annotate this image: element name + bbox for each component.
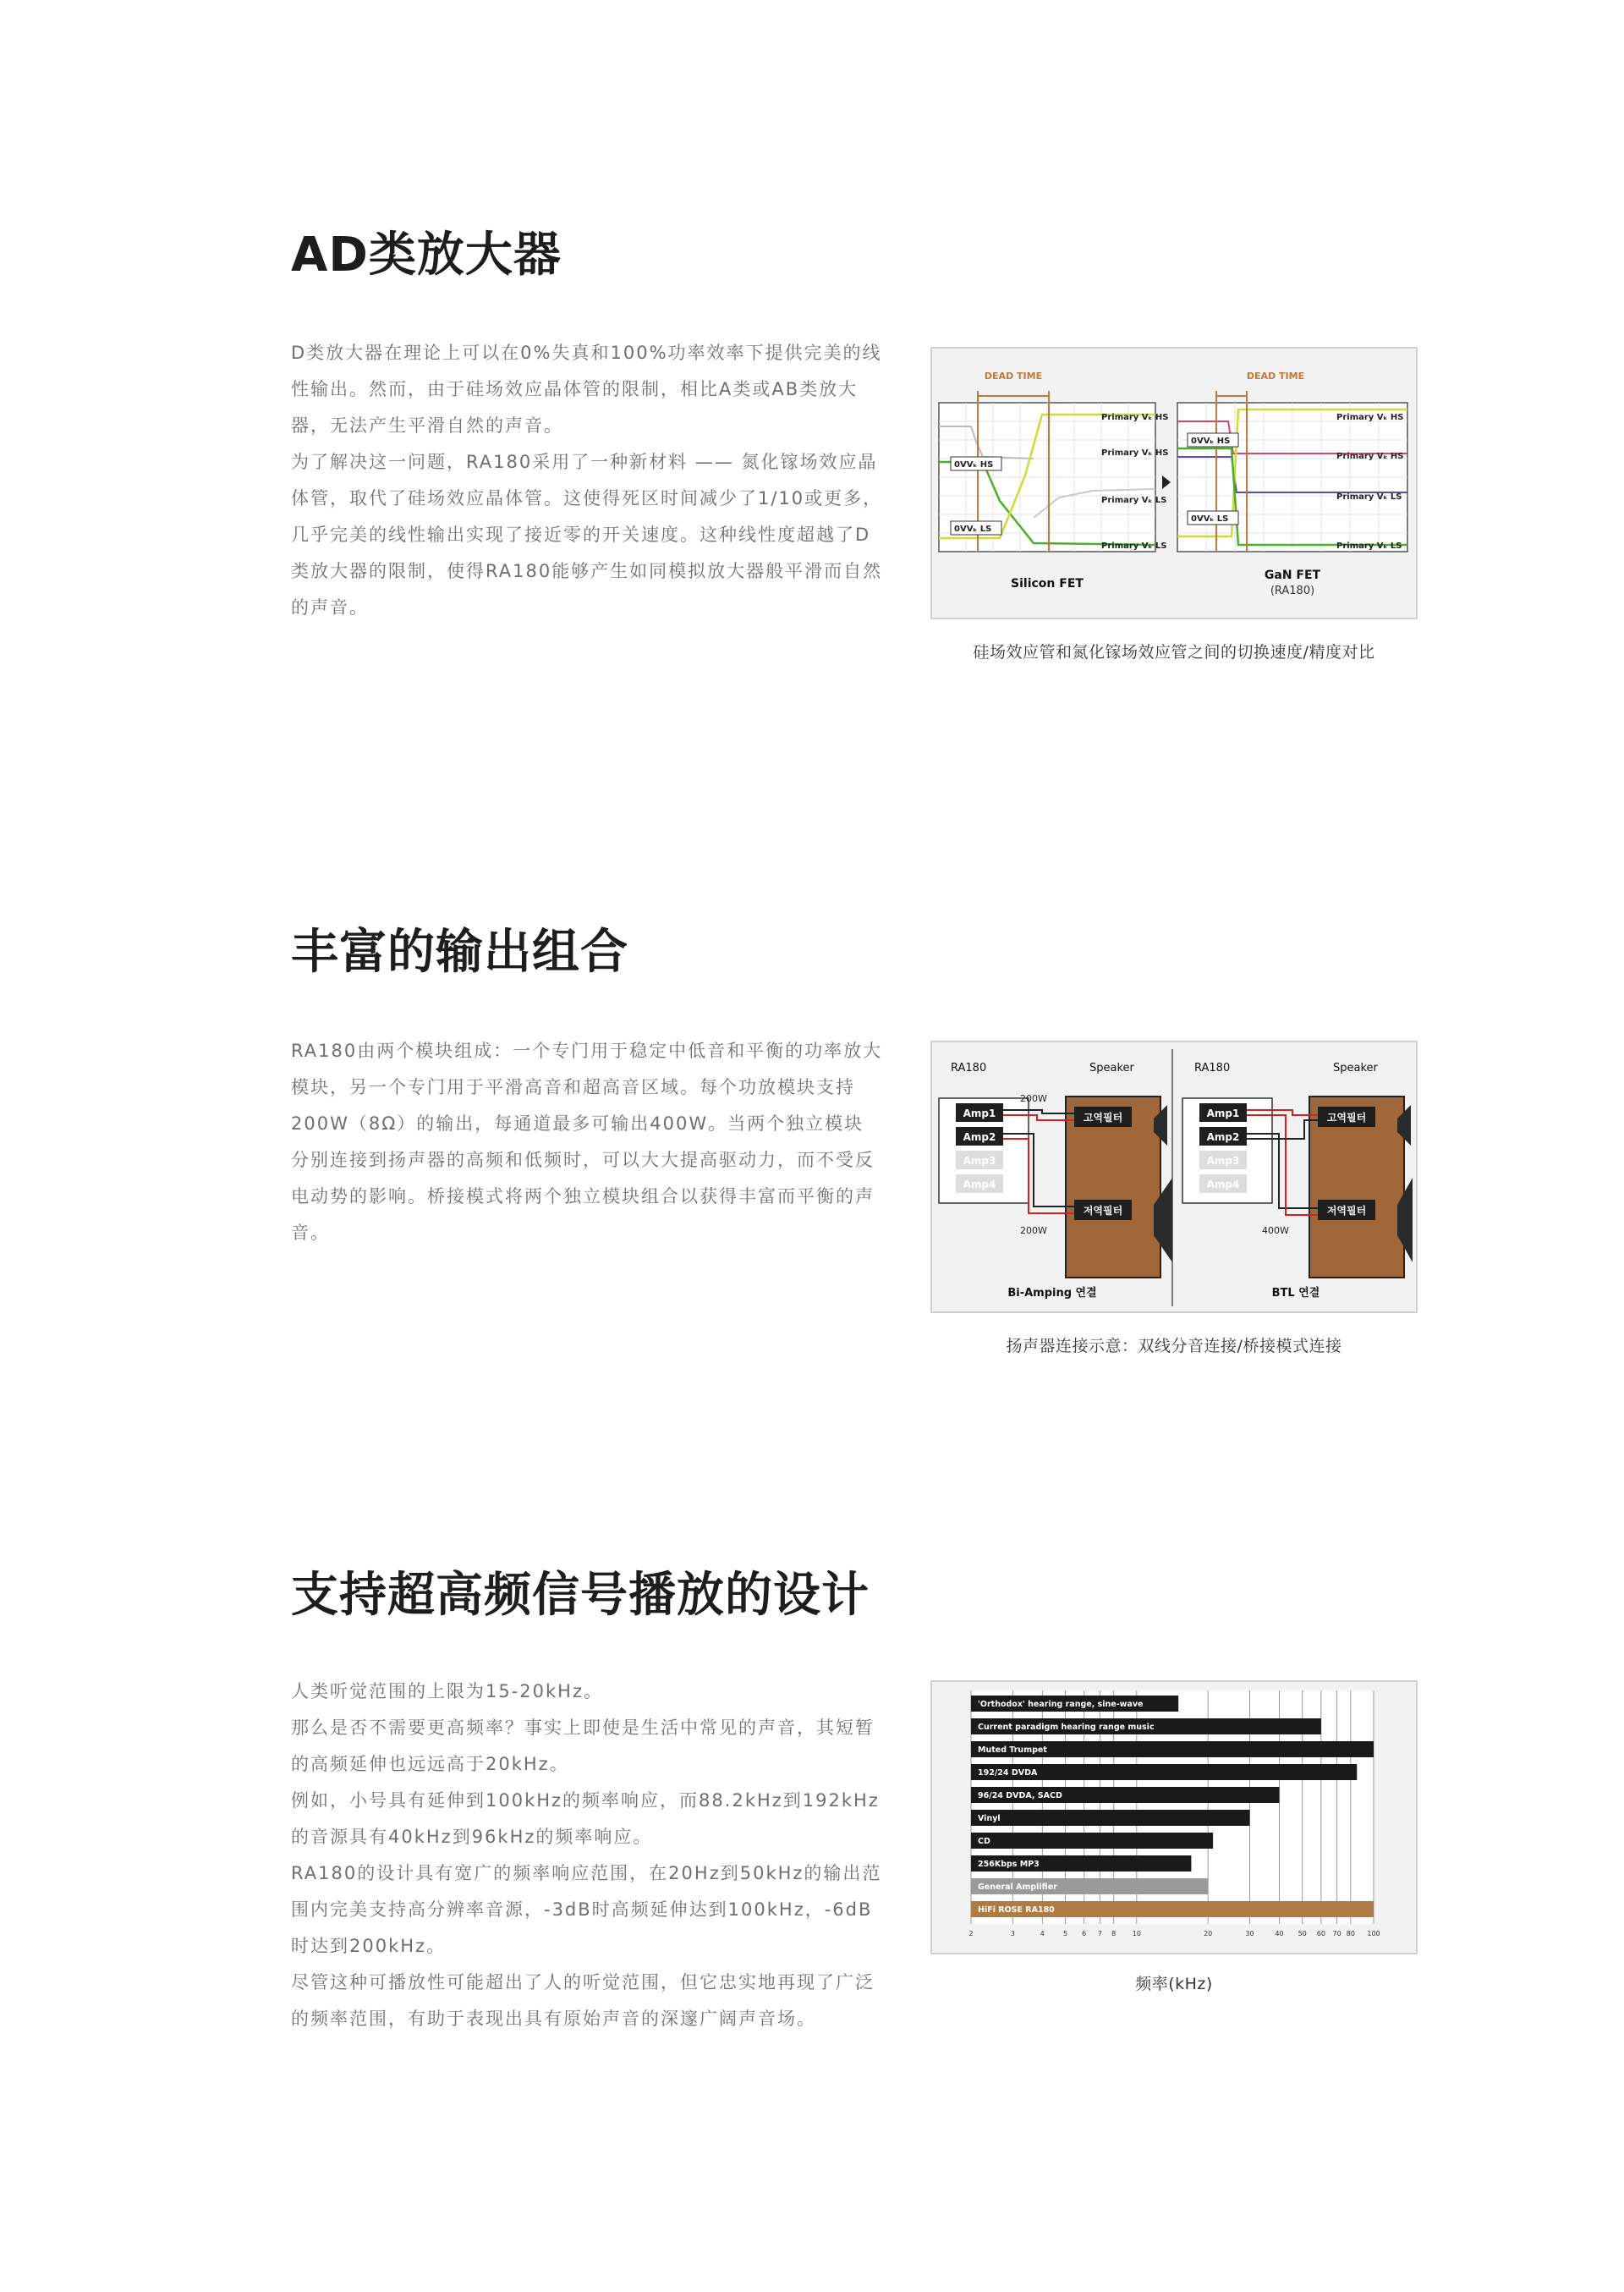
dead-time-label-left: DEAD TIME xyxy=(984,371,1043,382)
trace-label: Primary Vₖ LS xyxy=(1336,492,1402,502)
speaker-label: Speaker xyxy=(1333,1062,1378,1075)
paragraph: D类放大器在理论上可以在0%失真和100%功率效率下提供完美的线性输出。然而，由于硅场效应晶体管的限制，相比A类或AB类放大器，无法产生平滑自然的声音。 xyxy=(291,343,882,436)
bar-label: CD xyxy=(978,1837,990,1846)
trace-label: Primary Vₖ LS xyxy=(1336,541,1402,551)
x-tick-label: 10 xyxy=(1132,1930,1141,1937)
bar-label: Current paradigm hearing range music xyxy=(978,1723,1155,1732)
x-tick-label: 20 xyxy=(1204,1930,1213,1937)
x-tick-label: 4 xyxy=(1040,1930,1045,1937)
trace-label: Primary Vₖ HS xyxy=(1336,413,1404,422)
amp-label: Amp4 xyxy=(963,1179,996,1190)
fet-switching-figure xyxy=(930,347,1418,619)
x-tick-label: 3 xyxy=(1010,1930,1015,1937)
filter-low-label: 저역필터 xyxy=(1083,1205,1123,1217)
x-tick-label: 60 xyxy=(1316,1930,1325,1937)
bar-label: 'Orthodox' hearing range, sine-wave xyxy=(978,1700,1144,1709)
section-title-hires: 支持超高频信号播放的设计 xyxy=(291,1568,870,1623)
ref-label: 0VVₖ LS xyxy=(954,525,992,534)
section-body-hires xyxy=(291,1674,883,2037)
bar-label: General Amplifier xyxy=(978,1883,1057,1892)
bar-label: 96/24 DVDA, SACD xyxy=(978,1791,1062,1800)
x-tick-label: 30 xyxy=(1245,1930,1254,1937)
figure-caption-frequency: 频率(kHz) xyxy=(1135,1975,1213,1993)
ref-label: 0VVₖ HS xyxy=(1191,437,1231,446)
paragraph: 人类听觉范围的上限为15-20kHz。 xyxy=(291,1681,603,1701)
watt-label: 200W xyxy=(1020,1093,1047,1104)
gan-fet-scope xyxy=(1177,403,1407,552)
gan-fet-label: GaN FET xyxy=(1264,569,1321,582)
dead-time-label-right: DEAD TIME xyxy=(1246,371,1305,382)
ref-label: 0VVₖ HS xyxy=(954,460,994,470)
silicon-fet-label: Silicon FET xyxy=(1011,577,1084,591)
x-tick-label: 80 xyxy=(1346,1930,1355,1937)
paragraph: 尽管这种可播放性可能超出了人的听觉范围，但它忠实地再现了广泛的频率范围，有助于表现出具有原始声音的深邃广阔声音场。 xyxy=(291,1972,875,2029)
paragraph: 那么是否不需要更高频率？事实上即使是生活中常见的声音，其短暂的高频延伸也远远高于20kHz。 xyxy=(291,1718,875,1774)
watt-label: 400W xyxy=(1262,1225,1289,1236)
figure-caption-fet: 硅场效应管和氮化镓场效应管之间的切换速度/精度对比 xyxy=(973,643,1375,662)
speaker-label: Speaker xyxy=(1089,1062,1134,1075)
x-tick-label: 5 xyxy=(1062,1930,1068,1937)
mode-label: BTL 연결 xyxy=(1271,1287,1320,1300)
device-label: RA180 xyxy=(1194,1062,1231,1075)
bar-label: 256Kbps MP3 xyxy=(978,1860,1040,1869)
ref-label: 0VVₖ LS xyxy=(1191,514,1229,524)
x-tick-label: 100 xyxy=(1367,1930,1380,1937)
speaker-connection-figure xyxy=(930,1041,1418,1313)
amp-label: Amp1 xyxy=(1206,1108,1240,1119)
amp-label: Amp3 xyxy=(963,1155,996,1167)
trace-label: Primary Vₖ LS xyxy=(1101,496,1167,505)
x-tick-label: 8 xyxy=(1111,1930,1116,1937)
bar-label: HiFi ROSE RA180 xyxy=(978,1905,1055,1915)
trace-label: Primary Vₖ LS xyxy=(1101,541,1167,551)
x-tick-label: 70 xyxy=(1332,1930,1341,1937)
filter-low-label: 저역필터 xyxy=(1326,1205,1367,1217)
x-tick-label: 40 xyxy=(1275,1930,1284,1937)
paragraph: 例如，小号具有延伸到100kHz的频率响应，而88.2kHz到192kHz的音源具有40kHz到96kHz的频率响应。 xyxy=(291,1790,880,1847)
filter-high-label: 고역필터 xyxy=(1326,1112,1367,1124)
device-label: RA180 xyxy=(951,1062,987,1075)
trace-label: Primary Vₖ HS xyxy=(1101,413,1169,422)
bar-label: Muted Trumpet xyxy=(978,1745,1047,1755)
frequency-chart-figure xyxy=(930,1680,1418,1954)
amp-label: Amp1 xyxy=(963,1108,996,1119)
trace-label: Primary Vₖ HS xyxy=(1101,448,1169,458)
section-title-output: 丰富的输出组合 xyxy=(291,925,628,980)
bi-amping-diagram xyxy=(939,1062,1172,1300)
amp-label: Amp2 xyxy=(1206,1131,1240,1143)
gan-fet-sublabel: (RA180) xyxy=(1270,585,1315,597)
bar-label: 192/24 DVDA xyxy=(978,1768,1038,1778)
section-body-output xyxy=(291,1033,883,1251)
filter-high-label: 고역필터 xyxy=(1083,1112,1123,1124)
amp-label: Amp4 xyxy=(1206,1179,1240,1190)
paragraph: 为了解决这一问题，RA180采用了一种新材料 —— 氮化镓场效应晶体管，取代了硅场效应晶体管。这使得死区时间减少了1/10或更多，几乎完美的线性输出实现了接近零的开关速度。这种线性度超越了D类放大器的限制，使得RA180能够产生如同模拟放大器般平滑而自然的声音。 xyxy=(291,452,883,618)
amp-label: Amp3 xyxy=(1206,1155,1240,1167)
bar-label: Vinyl xyxy=(978,1814,1001,1823)
x-tick-label: 2 xyxy=(968,1930,974,1937)
mode-label: Bi-Amping 연결 xyxy=(1007,1287,1097,1300)
trace-label: Primary Vₖ HS xyxy=(1336,452,1404,461)
paragraph: RA180由两个模块组成：一个专门用于稳定中低音和平衡的功率放大模块，另一个专门用于平滑高音和超高音区域。每个功放模块支持200W（8Ω）的输出，每通道最多可输出400W。当两个独立模块分别连接到扬声器的高频和低频时，可以大大提高驱动力，而不受反电动势的影响。桥接模式将两个独立模块组合以获得丰富而平衡的声音。 xyxy=(291,1041,883,1243)
paragraph: RA180的设计具有宽广的频率响应范围，在20Hz到50kHz的输出范围内完美支持高分辨率音源，-3dB时高频延伸达到100kHz，-6dB时达到200kHz。 xyxy=(291,1863,882,1956)
bar xyxy=(971,1810,1250,1826)
section-title-class-d: AD类放大器 xyxy=(291,228,562,283)
arrow-right-icon xyxy=(1162,475,1171,489)
watt-label: 200W xyxy=(1020,1225,1047,1236)
amp-label: Amp2 xyxy=(963,1131,996,1143)
x-tick-label: 50 xyxy=(1298,1930,1307,1937)
x-tick-label: 6 xyxy=(1082,1930,1087,1937)
section-body-class-d xyxy=(291,335,883,626)
frequency-range-chart xyxy=(932,1682,1416,1953)
bar xyxy=(971,1833,1213,1849)
btl-diagram xyxy=(1182,1062,1413,1300)
x-tick-label: 7 xyxy=(1097,1930,1102,1937)
figure-caption-speaker: 扬声器连接示意：双线分音连接/桥接模式连接 xyxy=(1006,1337,1342,1355)
